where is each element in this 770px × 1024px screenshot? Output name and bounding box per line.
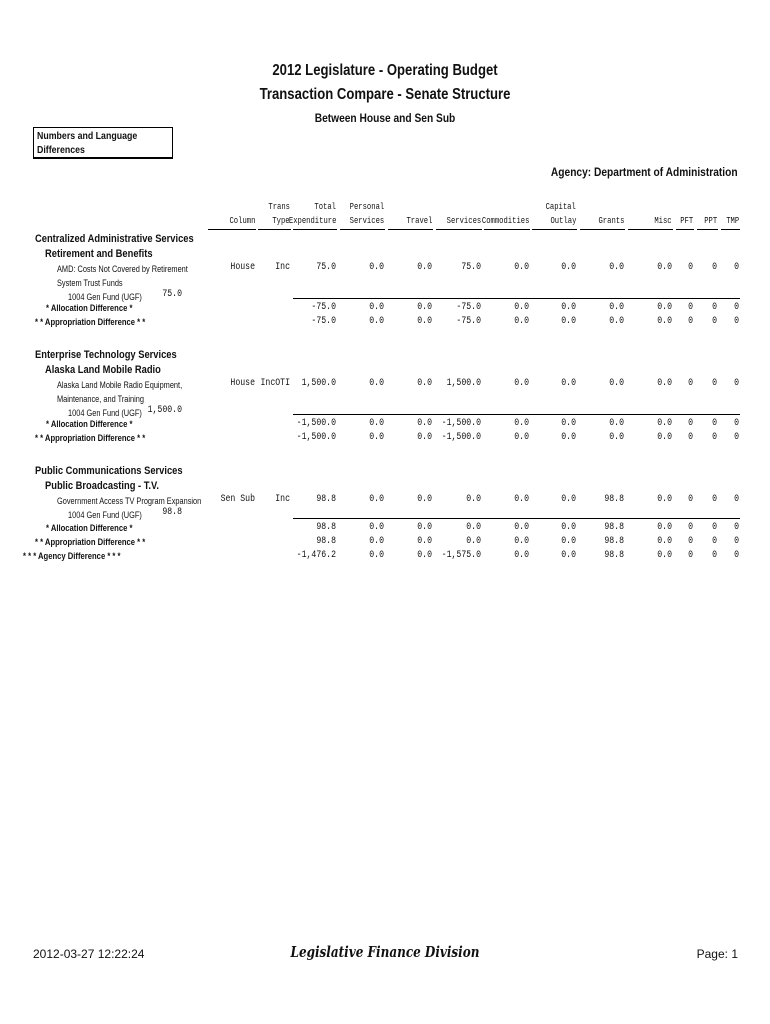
transaction-description: Government Access TV Program Expansion	[57, 496, 202, 506]
agency-difference-tmp: 0	[734, 550, 739, 561]
agency-label: Agency: Department of Administration	[551, 165, 738, 179]
appropriation-difference-total-expenditure: -75.0	[311, 316, 336, 327]
report-subtitle: Between House and Sen Sub	[314, 111, 456, 125]
subsection-title: Alaska Land Mobile Radio	[45, 364, 161, 376]
appropriation-difference-commodities: 0.0	[514, 432, 529, 443]
fund-source: 1004 Gen Fund (UGF)	[68, 408, 142, 418]
appropriation-difference-ppt: 0	[712, 316, 717, 327]
allocation-difference-pft: 0	[688, 418, 693, 429]
allocation-difference-services: 0.0	[466, 522, 481, 533]
header-rule	[697, 229, 718, 230]
allocation-difference-tmp: 0	[734, 302, 739, 313]
report-type-line2: Differences	[37, 145, 85, 156]
header-column: Column	[229, 216, 255, 226]
appropriation-difference-commodities: 0.0	[514, 536, 529, 547]
header-misc: Misc	[654, 216, 672, 226]
transaction-row-capital-outlay: 0.0	[561, 262, 576, 273]
appropriation-difference-services: -75.0	[456, 316, 481, 327]
allocation-difference-personal-services: 0.0	[369, 522, 384, 533]
transaction-row-grants: 98.8	[604, 494, 624, 505]
allocation-difference-capital-outlay: 0.0	[561, 302, 576, 313]
fund-amount: 75.0	[162, 289, 182, 300]
allocation-difference-commodities: 0.0	[514, 302, 529, 313]
transaction-row-travel: 0.0	[417, 262, 432, 273]
transaction-row-trans-type: Inc	[275, 494, 290, 505]
header-rule	[721, 229, 740, 230]
header-rule	[580, 229, 625, 230]
transaction-row-services: 75.0	[461, 262, 481, 273]
transaction-row-commodities: 0.0	[514, 262, 529, 273]
subsection-title: Public Broadcasting - T.V.	[45, 480, 159, 492]
fund-source: 1004 Gen Fund (UGF)	[68, 292, 142, 302]
transaction-row-travel: 0.0	[417, 378, 432, 389]
fund-amount: 1,500.0	[147, 405, 182, 416]
appropriation-difference-capital-outlay: 0.0	[561, 432, 576, 443]
transaction-row-trans-type: Inc	[275, 262, 290, 273]
header-rule	[436, 229, 482, 230]
appropriation-difference-commodities: 0.0	[514, 316, 529, 327]
appropriation-difference-total-expenditure: -1,500.0	[296, 432, 336, 443]
subtotal-rule	[293, 414, 740, 415]
header-rule	[628, 229, 673, 230]
report-type-line1: Numbers and Language	[37, 131, 138, 142]
allocation-difference-total-expenditure: 98.8	[316, 522, 336, 533]
agency-difference-label: * * * Agency Difference * * *	[23, 551, 121, 561]
transaction-row-ppt: 0	[712, 494, 717, 505]
fund-amount: 98.8	[162, 507, 182, 518]
appropriation-difference-tmp: 0	[734, 316, 739, 327]
appropriation-difference-pft: 0	[688, 316, 693, 327]
transaction-row-grants: 0.0	[609, 378, 624, 389]
agency-difference-services: -1,575.0	[441, 550, 481, 561]
appropriation-difference-ppt: 0	[712, 536, 717, 547]
agency-difference-travel: 0.0	[417, 550, 432, 561]
allocation-difference-label: * Allocation Difference *	[46, 419, 133, 429]
allocation-difference-travel: 0.0	[417, 302, 432, 313]
header-rule	[676, 229, 694, 230]
allocation-difference-label: * Allocation Difference *	[46, 523, 133, 533]
allocation-difference-grants: 0.0	[609, 302, 624, 313]
allocation-difference-tmp: 0	[734, 522, 739, 533]
report-title-line2: Transaction Compare - Senate Structure	[259, 86, 511, 103]
appropriation-difference-pft: 0	[688, 536, 693, 547]
report-title: 2012 Legislature - Operating Budget	[272, 62, 498, 79]
transaction-row-travel: 0.0	[417, 494, 432, 505]
allocation-difference-travel: 0.0	[417, 522, 432, 533]
header-tmp: TMP	[726, 216, 739, 226]
allocation-difference-personal-services: 0.0	[369, 418, 384, 429]
transaction-row-commodities: 0.0	[514, 494, 529, 505]
transaction-row-personal-services: 0.0	[369, 262, 384, 273]
appropriation-difference-tmp: 0	[734, 536, 739, 547]
header-rule	[532, 229, 577, 230]
section-title: Enterprise Technology Services	[35, 349, 177, 361]
agency-difference-pft: 0	[688, 550, 693, 561]
header-services: Services	[446, 216, 481, 226]
allocation-difference-personal-services: 0.0	[369, 302, 384, 313]
transaction-row-column: Sen Sub	[220, 494, 255, 505]
transaction-row-grants: 0.0	[609, 262, 624, 273]
transaction-row-total-expenditure: 1,500.0	[301, 378, 336, 389]
appropriation-difference-label: * * Appropriation Difference * *	[35, 537, 146, 547]
footer-page: Page: 1	[696, 947, 738, 961]
agency-difference-commodities: 0.0	[514, 550, 529, 561]
appropriation-difference-services: -1,500.0	[441, 432, 481, 443]
transaction-row-column: House	[230, 378, 255, 389]
section-title: Centralized Administrative Services	[35, 233, 194, 245]
transaction-row-column: House	[230, 262, 255, 273]
agency-difference-total-expenditure: -1,476.2	[296, 550, 336, 561]
transaction-row-tmp: 0	[734, 262, 739, 273]
transaction-row-misc: 0.0	[657, 378, 672, 389]
allocation-difference-grants: 98.8	[604, 522, 624, 533]
appropriation-difference-total-expenditure: 98.8	[316, 536, 336, 547]
allocation-difference-total-expenditure: -75.0	[311, 302, 336, 313]
allocation-difference-commodities: 0.0	[514, 522, 529, 533]
appropriation-difference-personal-services: 0.0	[369, 536, 384, 547]
transaction-row-total-expenditure: 75.0	[316, 262, 336, 273]
allocation-difference-travel: 0.0	[417, 418, 432, 429]
appropriation-difference-personal-services: 0.0	[369, 432, 384, 443]
appropriation-difference-label: * * Appropriation Difference * *	[35, 433, 146, 443]
subsection-title: Retirement and Benefits	[45, 248, 153, 260]
transaction-row-capital-outlay: 0.0	[561, 494, 576, 505]
allocation-difference-tmp: 0	[734, 418, 739, 429]
transaction-row-personal-services: 0.0	[369, 494, 384, 505]
transaction-row-tmp: 0	[734, 378, 739, 389]
transaction-row-commodities: 0.0	[514, 378, 529, 389]
allocation-difference-ppt: 0	[712, 522, 717, 533]
transaction-row-misc: 0.0	[657, 494, 672, 505]
header-commodities: Commodities	[481, 216, 529, 226]
transaction-row-pft: 0	[688, 494, 693, 505]
header-trans-type: Type	[272, 216, 290, 226]
header-rule	[258, 229, 291, 230]
allocation-difference-misc: 0.0	[657, 302, 672, 313]
transaction-row-personal-services: 0.0	[369, 378, 384, 389]
allocation-difference-label: * Allocation Difference *	[46, 303, 133, 313]
appropriation-difference-travel: 0.0	[417, 432, 432, 443]
allocation-difference-commodities: 0.0	[514, 418, 529, 429]
transaction-description: AMD: Costs Not Covered by Retirement	[57, 264, 188, 274]
footer-timestamp: 2012-03-27 12:22:24	[33, 947, 145, 961]
appropriation-difference-grants: 98.8	[604, 536, 624, 547]
allocation-difference-grants: 0.0	[609, 418, 624, 429]
header-ppt: PPT	[704, 216, 717, 226]
allocation-difference-capital-outlay: 0.0	[561, 418, 576, 429]
appropriation-difference-pft: 0	[688, 432, 693, 443]
subtotal-rule	[293, 298, 740, 299]
agency-difference-capital-outlay: 0.0	[561, 550, 576, 561]
allocation-difference-services: -75.0	[456, 302, 481, 313]
report-type-box	[33, 127, 173, 159]
appropriation-difference-personal-services: 0.0	[369, 316, 384, 327]
transaction-row-misc: 0.0	[657, 262, 672, 273]
footer-division: Legislative Finance Division	[290, 943, 480, 961]
allocation-difference-pft: 0	[688, 302, 693, 313]
allocation-difference-ppt: 0	[712, 302, 717, 313]
transaction-row-ppt: 0	[712, 378, 717, 389]
header-rule	[484, 229, 530, 230]
fund-source: 1004 Gen Fund (UGF)	[68, 510, 142, 520]
appropriation-difference-ppt: 0	[712, 432, 717, 443]
transaction-row-trans-type: IncOTI	[260, 378, 290, 389]
appropriation-difference-grants: 0.0	[609, 316, 624, 327]
section-title: Public Communications Services	[35, 465, 183, 477]
agency-difference-ppt: 0	[712, 550, 717, 561]
transaction-row-total-expenditure: 98.8	[316, 494, 336, 505]
allocation-difference-ppt: 0	[712, 418, 717, 429]
header-grants: Grants	[598, 216, 624, 226]
allocation-difference-misc: 0.0	[657, 418, 672, 429]
transaction-row-ppt: 0	[712, 262, 717, 273]
header-rule	[340, 229, 385, 230]
transaction-description-cont: Maintenance, and Training	[57, 394, 144, 404]
agency-difference-grants: 98.8	[604, 550, 624, 561]
header-capital-outlay-top: Capital	[545, 202, 576, 212]
header-personal-services-top: Personal	[349, 202, 384, 212]
appropriation-difference-label: * * Appropriation Difference * *	[35, 317, 146, 327]
appropriation-difference-capital-outlay: 0.0	[561, 536, 576, 547]
allocation-difference-misc: 0.0	[657, 522, 672, 533]
allocation-difference-pft: 0	[688, 522, 693, 533]
transaction-row-pft: 0	[688, 262, 693, 273]
transaction-row-services: 1,500.0	[446, 378, 481, 389]
header-trans-type-top: Trans	[268, 202, 290, 212]
transaction-row-capital-outlay: 0.0	[561, 378, 576, 389]
header-rule	[293, 229, 337, 230]
header-rule	[388, 229, 433, 230]
transaction-row-pft: 0	[688, 378, 693, 389]
header-travel: Travel	[406, 216, 432, 226]
transaction-description: Alaska Land Mobile Radio Equipment,	[57, 380, 183, 390]
appropriation-difference-services: 0.0	[466, 536, 481, 547]
header-personal-services: Services	[349, 216, 384, 226]
header-total-expenditure-top: Total	[314, 202, 336, 212]
appropriation-difference-travel: 0.0	[417, 316, 432, 327]
transaction-row-services: 0.0	[466, 494, 481, 505]
transaction-row-tmp: 0	[734, 494, 739, 505]
appropriation-difference-grants: 0.0	[609, 432, 624, 443]
transaction-description-cont: System Trust Funds	[57, 278, 123, 288]
appropriation-difference-misc: 0.0	[657, 432, 672, 443]
allocation-difference-capital-outlay: 0.0	[561, 522, 576, 533]
appropriation-difference-misc: 0.0	[657, 536, 672, 547]
allocation-difference-total-expenditure: -1,500.0	[296, 418, 336, 429]
appropriation-difference-misc: 0.0	[657, 316, 672, 327]
header-total-expenditure: Expenditure	[288, 216, 336, 226]
agency-difference-misc: 0.0	[657, 550, 672, 561]
appropriation-difference-travel: 0.0	[417, 536, 432, 547]
appropriation-difference-capital-outlay: 0.0	[561, 316, 576, 327]
appropriation-difference-tmp: 0	[734, 432, 739, 443]
header-pft: PFT	[680, 216, 693, 226]
subtotal-rule	[293, 518, 740, 519]
header-capital-outlay: Outlay	[550, 216, 576, 226]
header-rule	[208, 229, 256, 230]
agency-difference-personal-services: 0.0	[369, 550, 384, 561]
allocation-difference-services: -1,500.0	[441, 418, 481, 429]
